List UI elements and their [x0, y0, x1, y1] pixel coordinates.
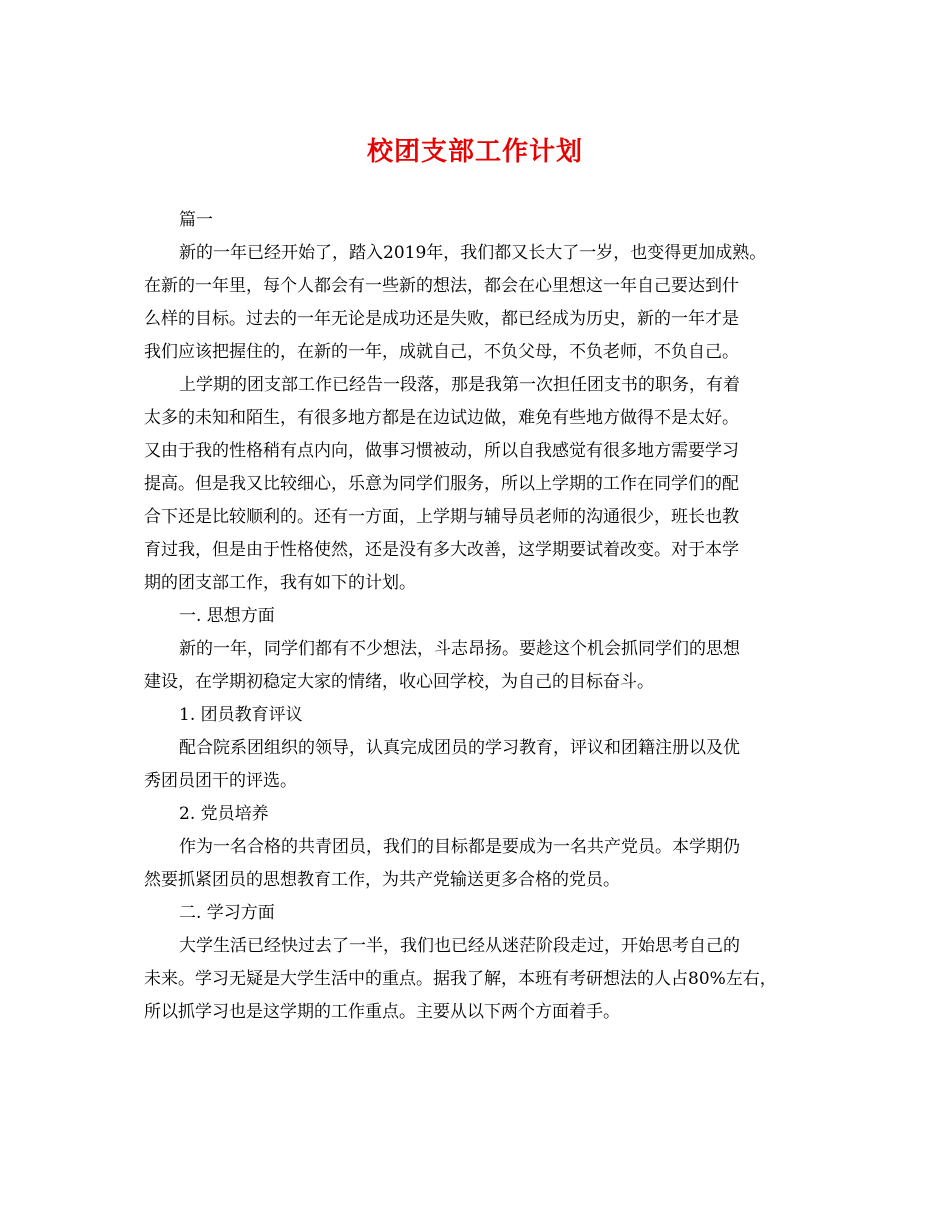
- text-line: 秀团员团干的评选。: [144, 771, 297, 791]
- text-line: 太多的未知和陌生，有很多地方都是在边试边做，难免有些地方做得不是太好。: [144, 408, 739, 428]
- text-line: 所以抓学习也是这学期的工作重点。主要从以下两个方面着手。: [144, 1002, 620, 1022]
- text-line: 新的一年，同学们都有不少想法，斗志昂扬。要趁这个机会抓同学们的思想: [179, 639, 740, 659]
- text-line: 育过我，但是由于性格使然，还是没有多大改善，这学期要试着改变。对于本学: [144, 540, 739, 560]
- text-line: 作为一名合格的共青团员，我们的目标都是要成为一名共产党员。本学期仍: [179, 837, 740, 857]
- document-body: [144, 204, 834, 1029]
- text-line: 我们应该把握住的，在新的一年，成就自己，不负父母，不负老师，不负自己。: [144, 342, 739, 362]
- text-line: 在新的一年里，每个人都会有一些新的想法，都会在心里想这一年自己要达到什: [144, 276, 739, 296]
- text-line: 提高。但是我又比较细心，乐意为同学们服务，所以上学期的工作在同学们的配: [144, 474, 739, 494]
- text-line: 么样的目标。过去的一年无论是成功还是失败，都已经成为历史，新的一年才是: [144, 309, 739, 329]
- text-line: 新的一年已经开始了，踏入2019年，我们都又长大了一岁，也变得更加成熟。: [179, 243, 767, 263]
- text-line: 然要抓紧团员的思想教育工作，为共产党输送更多合格的党员。: [144, 870, 620, 890]
- text-line: 上学期的团支部工作已经告一段落，那是我第一次担任团支书的职务，有着: [179, 375, 740, 395]
- text-line: 1. 团员教育评议: [179, 705, 303, 725]
- text-line: 篇一: [179, 210, 213, 230]
- text-line: 2. 党员培养: [179, 804, 269, 824]
- text-line: 一. 思想方面: [179, 606, 275, 626]
- document-title: 校团支部工作计划: [366, 137, 583, 167]
- text-line: 未来。学习无疑是大学生活中的重点。据我了解，本班有考研想法的人占80%左右，: [144, 969, 777, 989]
- text-line: 二. 学习方面: [179, 903, 275, 923]
- text-line: 合下还是比较顺利的。还有一方面，上学期与辅导员老师的沟通很少，班长也教: [144, 507, 739, 527]
- text-line: 期的团支部工作，我有如下的计划。: [144, 573, 416, 593]
- text-line: 又由于我的性格稍有点内向，做事习惯被动，所以自我感觉有很多地方需要学习: [144, 441, 739, 461]
- text-line: 建设，在学期初稳定大家的情绪，收心回学校，为自己的目标奋斗。: [144, 672, 654, 692]
- text-line: 配合院系团组织的领导，认真完成团员的学习教育，评议和团籍注册以及优: [179, 738, 740, 758]
- text-line: 大学生活已经快过去了一半，我们也已经从迷茫阶段走过，开始思考自己的: [179, 936, 740, 956]
